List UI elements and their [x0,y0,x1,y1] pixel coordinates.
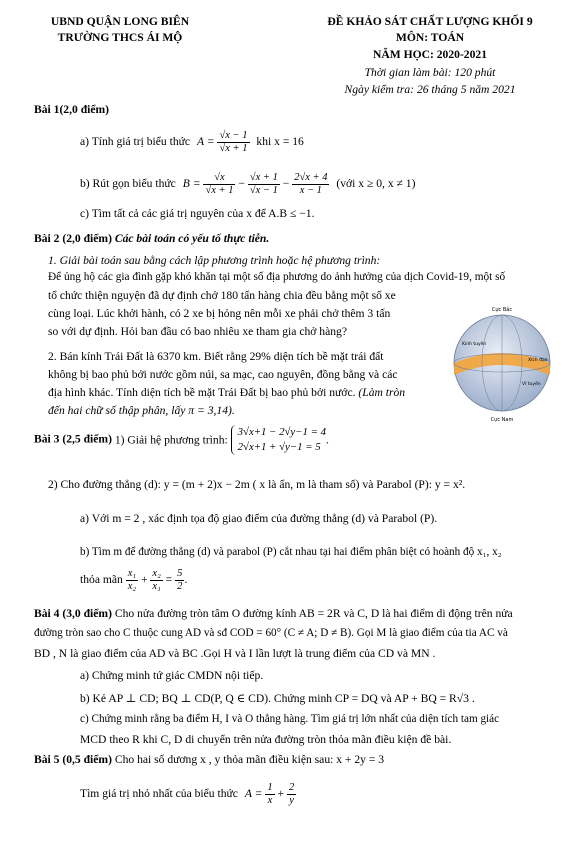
bai3-a: a) Với m = 2 , xác định tọa độ giao điểm của đường thẳng (d) và Parabol (P). [80,512,438,525]
bai4-title: Bài 4 (3,0 điểm) [34,607,112,620]
earth-globe-illustration [440,303,570,423]
bai2-p2-line3 [48,386,405,399]
plus-sign: + [140,573,148,587]
bai1-a-lhs: A = [196,135,215,149]
globe-south-label: Cực Nam [490,417,514,423]
bai3-frac3 [175,568,184,593]
bai1-b-frac2 [248,172,280,197]
bai4-c2: MCD theo R khi C, D di chuyển trên nửa đường tròn thỏa mãn điều kiện đề bài. [80,733,452,746]
frac-num: x₁ [127,568,137,579]
minus-sign: − [238,177,245,191]
frac-num: x₂ [152,568,161,579]
globe-label-equator: Xích đạo [528,358,548,363]
frac-num: √x + 1 [249,172,278,183]
bai4-l1: Cho nửa đường tròn tâm O đường kính AB = 2R và C, D là hai điểm di động trên nửa [114,607,513,620]
bai2-p2-line3-italic: (Làm tròn [358,386,406,399]
bai3-p2: 2) Cho đường thẳng (d): y = (m + 2)x − 2m ( x là ẩn, m là tham số) và Parabol (P): y = x². [48,478,466,491]
bai3-eq-dot: . [326,433,329,447]
bai5-title: Bài 5 (0,5 điểm) [34,753,112,766]
frac-den: √x − 1 [249,185,278,196]
bai1-a [80,130,304,155]
frac-den: √x + 1 [219,143,248,154]
bai3-frac2 [150,568,162,593]
bai3-heading [34,425,329,455]
frac-den: x₂ [127,581,137,592]
frac-num: 2 [288,782,295,793]
frac-num: 1 [267,782,273,793]
bai3-system [231,425,326,455]
bai4-a: a) Chứng minh tứ giác CMDN nội tiếp. [80,669,264,682]
bai1-a-text: a) Tính giá trị biểu thức [80,135,191,149]
bai3-frac1 [126,568,138,593]
bai2-heading [34,232,269,245]
frac-den: x [267,795,273,806]
bai1-b-frac3 [292,172,329,197]
globe-label-meridian: Kinh tuyến [462,342,487,347]
exam-subject: MÔN: TOÁN [395,31,465,44]
bai4-line1 [34,607,513,620]
bai2-p1-intro: 1. Giải bài toán sau bằng cách lập phương trình hoặc hệ phương trình: [48,254,381,267]
exam-date: Ngày kiểm tra: 26 tháng 5 năm 2021 [344,83,516,96]
frac-den: 2 [177,581,183,592]
equals-sign: = [165,573,173,587]
bai2-p2-line2: không bị bao phủ bởi nước gồm núi, sa mạc, cao nguyên, đồng bằng và các [48,368,398,381]
frac-num: 2√x + 4 [294,172,328,183]
frac-den: x − 1 [299,185,322,196]
bai1-c: c) Tìm tất cả các giá trị nguyên của x để A.B ≤ −1. [80,207,315,220]
bai1-a-cond: khi x = 16 [256,135,304,149]
bai2-p1-line4: so với dự định. Hỏi ban đầu có bao nhiêu xe tham gia chở hàng? [48,325,347,338]
frac-num: 5 [177,568,183,579]
bai1-b [80,172,415,197]
frac-den: √x + 1 [205,185,234,196]
bai5-frac1 [265,782,274,807]
end-dot: . [184,573,188,587]
exam-year: NĂM HỌC: 2020-2021 [373,48,487,61]
school-name: TRƯỜNG THCS ÁI MỘ [57,31,183,44]
bai2-p1-line1: Để ủng hộ các gia đình gặp khó khăn tại một số địa phương do ảnh hưởng của dịch Covid-19, một số [48,271,506,283]
bai5-lhs: A = [244,787,263,801]
bai3-thoa: thỏa mãn [80,573,123,587]
frac-den: y [289,795,294,806]
bai3-eq1: 3√x+1 − 2√y−1 = 4 [237,426,326,438]
bai3-intro: 1) Giải hệ phương trình: [114,433,228,447]
bai1-a-fraction [217,130,249,155]
bai2-p2-line1: 2. Bán kính Trái Đất là 6370 km. Biết rằng 29% diện tích bề mặt trái đất [48,350,384,363]
plus-sign: + [277,787,285,801]
minus-sign: − [282,177,290,191]
exam-title: ĐỀ KHẢO SÁT CHẤT LƯỢNG KHỐI 9 [327,15,533,28]
bai2-p1-line3: cùng loại. Lúc khởi hành, có 2 xe bị hỏng nên mỗi xe phải chở thêm 3 tấn [48,307,391,320]
exam-time: Thời gian làm bài: 120 phút [364,66,496,79]
bai1-b-text: b) Rút gọn biểu thức [80,177,176,191]
bai3-b-condition [80,568,187,593]
bai5-intro: Cho hai số dương x , y thỏa mãn điều kiện sau: x + 2y = 3 [114,753,385,766]
frac-den: x₁ [152,581,161,592]
bai1-b-lhs: B = [182,177,201,191]
bai2-subtitle: Các bài toán có yếu tố thực tiễn. [114,232,270,245]
bai2-title: Bài 2 (2,0 điểm) [34,232,112,245]
bai4-line2: đường tròn sao cho C thuộc cung AD và sđ COD = 60° (C ≠ A; D ≠ B). Gọi M là giao điểm của tia AC và [34,627,508,639]
globe-label-parallel: Vĩ tuyến [522,382,541,387]
bai4-line3: BD , N là giao điểm của AD và BC .Gọi H và I lần lượt là trung điểm của CD và MN . [34,647,436,660]
bai2-p1-line2: tổ chức thiện nguyện đã dự định chở 180 tấn hàng chia đều bằng một số xe [48,289,396,302]
frac-num: √x [203,172,235,185]
bai4-b: b) Kẻ AP ⊥ CD; BQ ⊥ CD(P, Q ∈ CD). Chứng minh CP = DQ và AP + BQ = R√3 . [80,692,475,705]
bai5-line1 [34,753,384,766]
school-district: UBND QUẬN LONG BIÊN [50,15,190,28]
bai3-b: b) Tìm m để đường thẳng (d) và parabol (P) cắt nhau tại hai điểm phân biệt có hoành độ x₁, x₂ [80,546,502,558]
bai5-frac2 [287,782,296,807]
bai4-c1: c) Chứng minh rằng ba điểm H, I và O thẳng hàng. Tìm giá trị lớn nhất của diện tích tam giác [80,713,500,725]
bai1-title: Bài 1(2,0 điểm) [34,103,110,116]
bai2-p2-line3-text: địa hình khác. Tính diện tích bề mặt Trái Đất bị bao phủ bởi nước. [48,386,356,399]
bai3-eq2: 2√x+1 + √y−1 = 5 [237,441,321,453]
globe-north-label: Cực Bắc [491,307,513,313]
bai3-title: Bài 3 (2,5 điểm) [34,432,112,446]
bai1-b-cond: (với x ≥ 0, x ≠ 1) [336,177,416,191]
bai1-b-frac1 [203,172,235,197]
bai5-question [80,782,296,807]
frac-num: √x − 1 [219,130,248,141]
bai5-q: Tìm giá trị nhỏ nhất của biểu thức [80,787,238,801]
bai2-p2-line4: đến hai chữ số thập phân, lấy π = 3,14). [48,404,235,417]
